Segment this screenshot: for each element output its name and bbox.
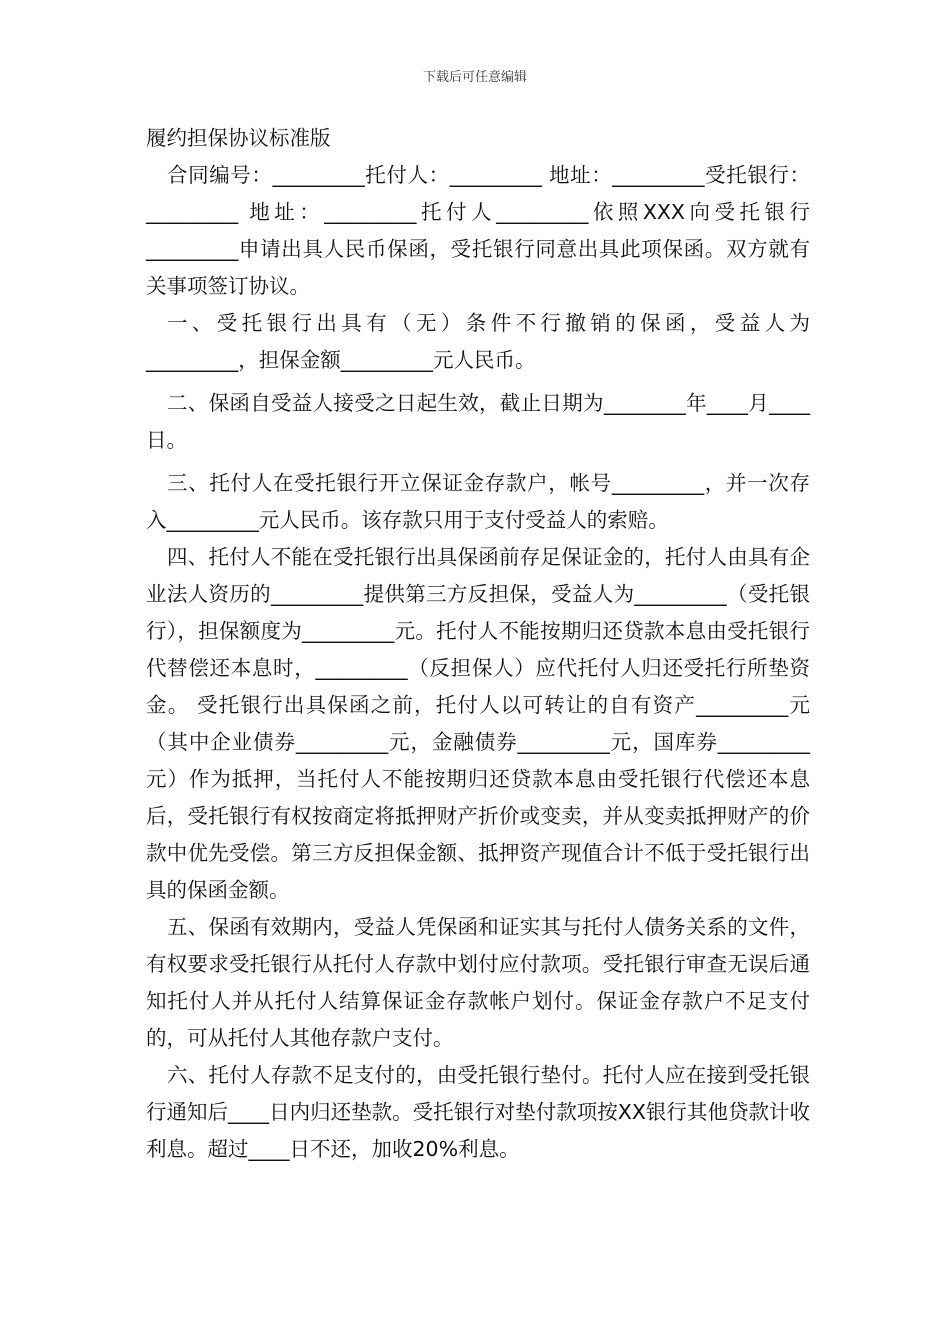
page-header: 下载后可任意编辑 (422, 70, 527, 85)
paragraph-clause-5: 五、保函有效期内，受益人凭保函和证实其与托付人债务关系的文件，有权要求受托银行从托付人存款中划付应付款项。受托银行审查无误后通知托付人并从托付人结算保证金存款帐户划付。保证金存款户不足支付的，可从托付人其他存款户支付。 (146, 915, 810, 1050)
paragraph-clause-2: 二、保函自受益人接受之日起生效，截止日期为________年____月____日。 (146, 391, 810, 452)
paragraph-clause-6: 六、托付人存款不足支付的，由受托银行垫付。托付人应在接到受托银行通知后____日内归还垫款。受托银行对垫付款项按XX银行其他贷款计收利息。超过____日不还，加收20%利息。 (146, 1063, 810, 1161)
paragraph-contract-info: 合同编号：_________托付人：_________ 地址：_________受托银行：_________ 地址：_________托付人_________依照XXX向受托银行_________申请出具人民币保函，受托银行同意出具此项保函。双方就有关事项签订协议。 (146, 163, 810, 298)
paragraph-clause-4: 四、托付人不能在受托银行出具保函前存足保证金的，托付人由具有企业法人资历的_________提供第三方反担保，受益人为_________（受托银行），担保额度为_________元。托付人不能按期归还贷款本息由受托银行代替偿还本息时，_________（反担保人）应代托付人归还受托行所垫资金。 受托银行出具保函之前，托付人以可转让的自有资产_________元（其中企业债券_________元，金融债券_________元，国库券_________元）作为抵押，当托付人不能按期归还贷款本息由受托银行代偿还本息后，受托银行有权按商定将抵押财产折价或变卖，并从变卖抵押财产的价款中优先受偿。第三方反担保金额、抵押资产现值合计不低于受托银行出具的保函金额。 (146, 545, 810, 902)
paragraph-clause-1: 一、受托银行出具有（无）条件不行撤销的保函，受益人为_________，担保金额_________元人民币。 (146, 311, 810, 372)
document-body (146, 120, 810, 1168)
paragraph-clause-3: 三、托付人在受托银行开立保证金存款户，帐号_________，并一次存入_________元人民币。该存款只用于支付受益人的索赔。 (146, 471, 810, 532)
document-title: 履约担保协议标准版 (146, 126, 331, 150)
